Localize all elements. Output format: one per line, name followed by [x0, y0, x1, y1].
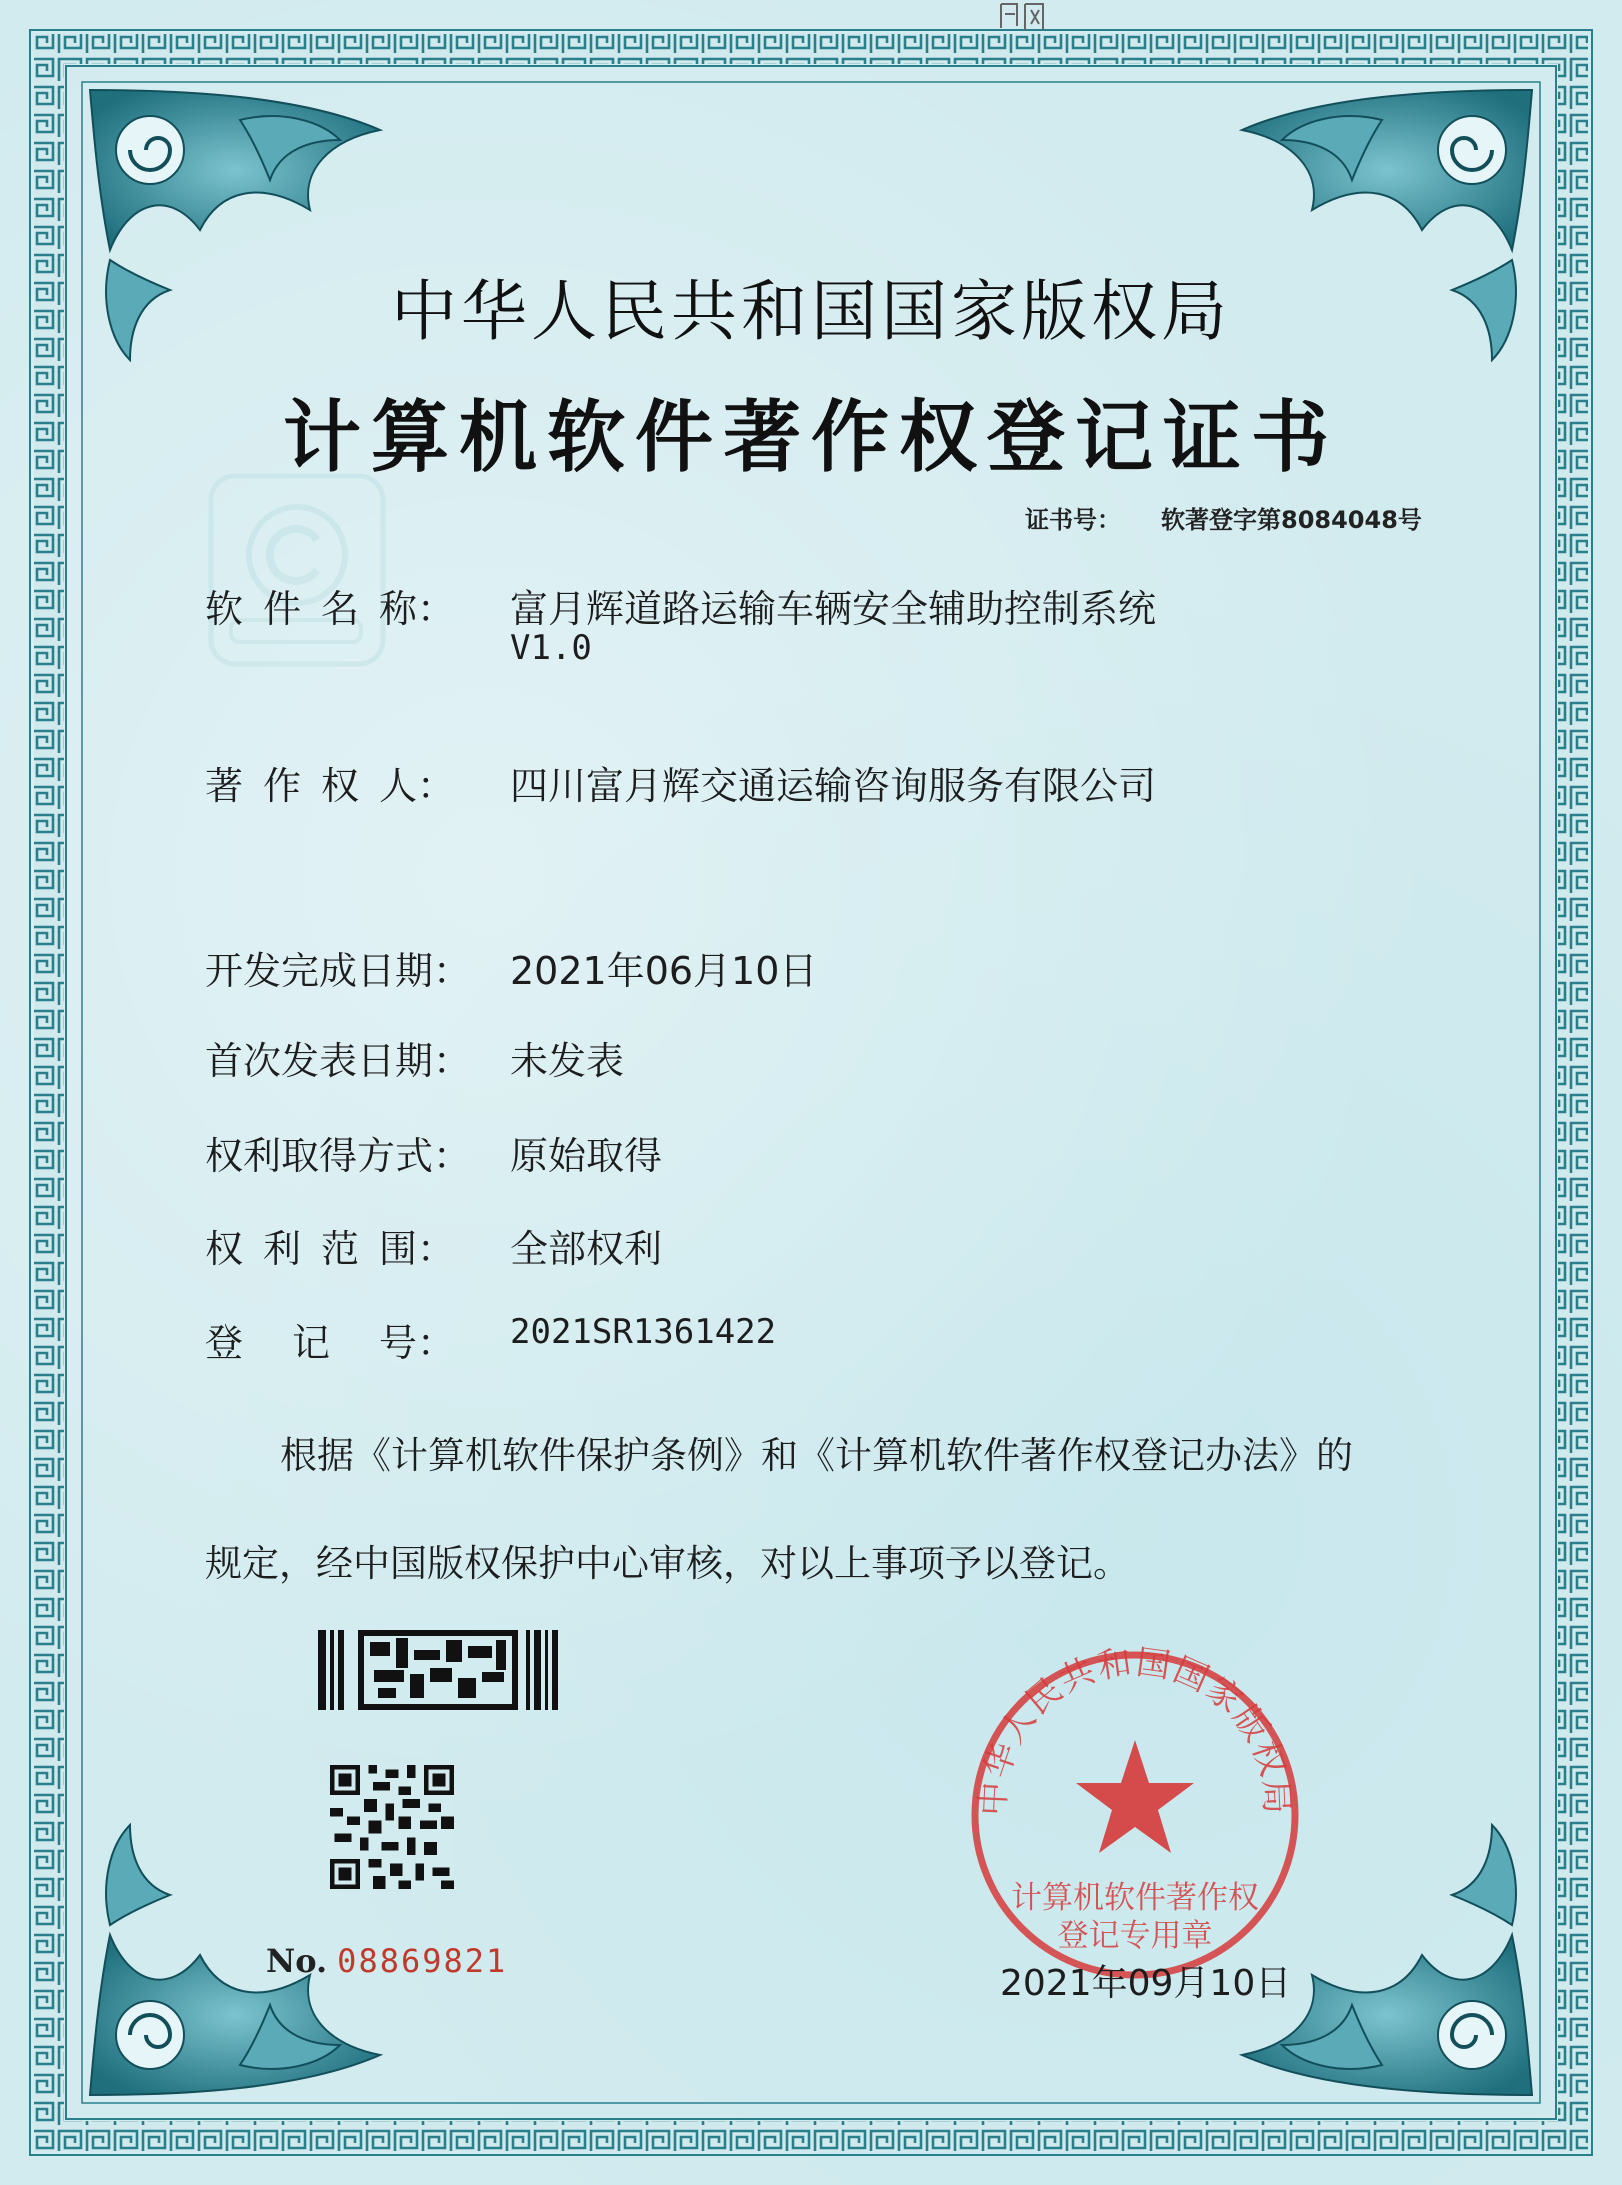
field-label: 开发完成日期：	[205, 949, 472, 993]
qr-code	[330, 1765, 454, 1889]
svg-text:登记专用章: 登记专用章	[1057, 1918, 1213, 1954]
barcode	[318, 1630, 558, 1710]
registration-no-value: 2021SR1361422	[510, 1312, 777, 1352]
field-label: 首次发表日期：	[205, 1039, 472, 1083]
field-label: 权利取得方式：	[205, 1134, 472, 1178]
certificate-number-value: 软著登字第8084048号	[1161, 506, 1422, 534]
acquisition-method-value: 原始取得	[510, 1134, 663, 1178]
handwritten-mark	[995, 0, 1055, 34]
software-name-value: 富月辉道路运输车辆安全辅助控制系统	[510, 587, 1157, 631]
serial-number	[266, 1942, 507, 1980]
first-publish-date-value: 未发表	[510, 1039, 625, 1083]
embossed-watermark	[205, 470, 390, 670]
field-label: 权 利 范 围：	[205, 1227, 455, 1271]
completion-date-value: 2021年06月10日	[510, 949, 818, 993]
serial-value: 08869821	[337, 1942, 508, 1980]
svg-text:计算机软件著作权: 计算机软件著作权	[1011, 1880, 1259, 1916]
statement-line-2: 规定，经中国版权保护中心审核，对以上事项予以登记。	[205, 1542, 1130, 1585]
certificate-title: 计算机软件著作权登记证书	[282, 393, 1339, 483]
serial-label: No.	[266, 1942, 328, 1980]
certificate-number	[1025, 500, 1422, 535]
official-seal	[960, 1640, 1310, 1990]
rights-scope-value: 全部权利	[510, 1227, 663, 1271]
issue-date: 2021年09月10日	[1000, 1963, 1292, 2004]
svg-text:中华人民共和国国家版权局: 中华人民共和国国家版权局	[973, 1642, 1297, 1817]
field-label: 著 作 权 人：	[205, 764, 455, 808]
software-version-value: V1.0	[510, 628, 592, 668]
issuing-authority: 中华人民共和国国家版权局	[391, 273, 1231, 350]
field-label: 软 件 名 称：	[205, 587, 455, 631]
statement-paragraph	[205, 1402, 1475, 1618]
copyright-owner-value: 四川富月辉交通运输咨询服务有限公司	[510, 764, 1157, 808]
statement-line-1: 根据《计算机软件保护条例》和《计算机软件著作权登记办法》的	[280, 1434, 1353, 1477]
field-label: 登 记 号：	[205, 1321, 455, 1365]
certificate-number-label: 证书号：	[1025, 506, 1121, 534]
